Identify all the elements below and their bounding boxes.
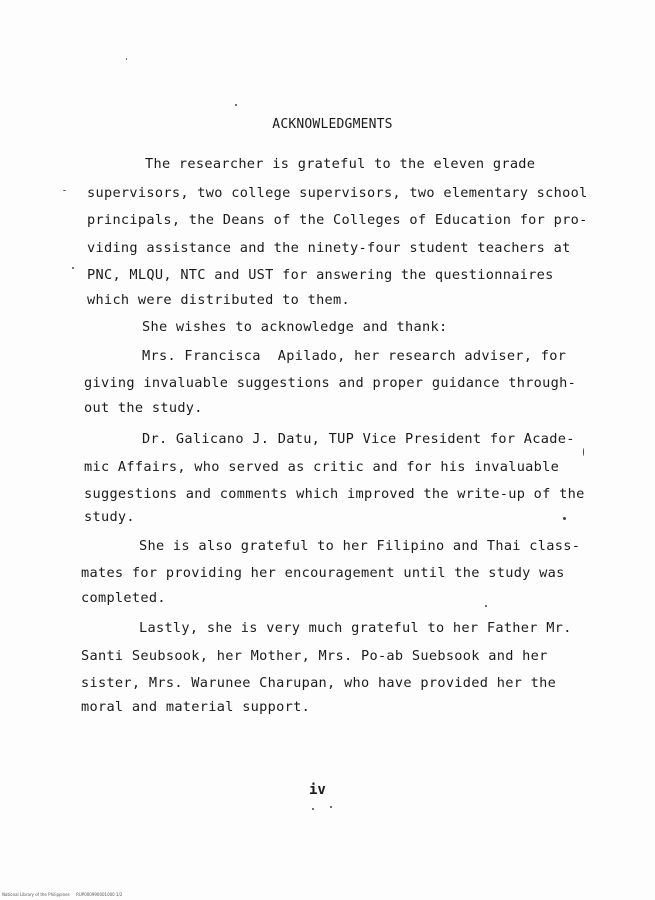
body-line: Dr. Galicano J. Datu, TUP Vice President for Acade- bbox=[142, 431, 575, 447]
scan-speck bbox=[330, 806, 332, 808]
scan-speck bbox=[126, 58, 127, 60]
body-line: mates for providing her encouragement until the study was bbox=[81, 565, 565, 581]
body-line: giving invaluable suggestions and proper guidance through- bbox=[84, 375, 577, 391]
body-line: Lastly, she is very much grateful to her Father Mr. bbox=[139, 620, 572, 636]
body-line: study. bbox=[84, 509, 135, 525]
scan-speck bbox=[72, 267, 74, 269]
body-line: She is also grateful to her Filipino and Thai class- bbox=[139, 538, 581, 554]
body-line: sister, Mrs. Warunee Charupan, who have provided her the bbox=[81, 675, 557, 691]
body-line: moral and material support. bbox=[81, 699, 311, 715]
body-line: mic Affairs, who served as critic and for his invaluable bbox=[84, 459, 560, 475]
scan-footer: National Library of the Philippines RUP000990001000 1/2 bbox=[2, 892, 123, 897]
body-line: supervisors, two college supervisors, two elementary school bbox=[87, 185, 588, 201]
body-line: suggestions and comments which improved the write-up of the bbox=[84, 486, 585, 502]
scan-speck bbox=[485, 605, 487, 607]
body-line: viding assistance and the ninety-four student teachers at bbox=[87, 240, 571, 256]
body-line: out the study. bbox=[84, 400, 203, 416]
body-line: principals, the Deans of the Colleges of Education for pro- bbox=[87, 212, 588, 228]
page-title: ACKNOWLEDGMENTS bbox=[272, 117, 393, 132]
body-line: PNC, MLQU, NTC and UST for answering the questionnaires bbox=[87, 267, 554, 283]
body-line: The researcher is grateful to the eleven grade bbox=[145, 156, 536, 172]
scan-speck bbox=[583, 448, 584, 456]
page-number: iv bbox=[309, 782, 326, 798]
scan-speck bbox=[312, 808, 314, 810]
scan-speck bbox=[235, 104, 237, 106]
body-line: Mrs. Francisca Apilado, her research adviser, for bbox=[142, 348, 567, 364]
scan-speck bbox=[63, 190, 66, 191]
body-line: She wishes to acknowledge and thank: bbox=[142, 319, 448, 335]
body-line: Santi Seubsook, her Mother, Mrs. Po-ab Suebsook and her bbox=[81, 648, 548, 664]
scan-speck bbox=[563, 517, 566, 520]
body-line: completed. bbox=[81, 590, 166, 606]
body-line: which were distributed to them. bbox=[87, 292, 351, 308]
